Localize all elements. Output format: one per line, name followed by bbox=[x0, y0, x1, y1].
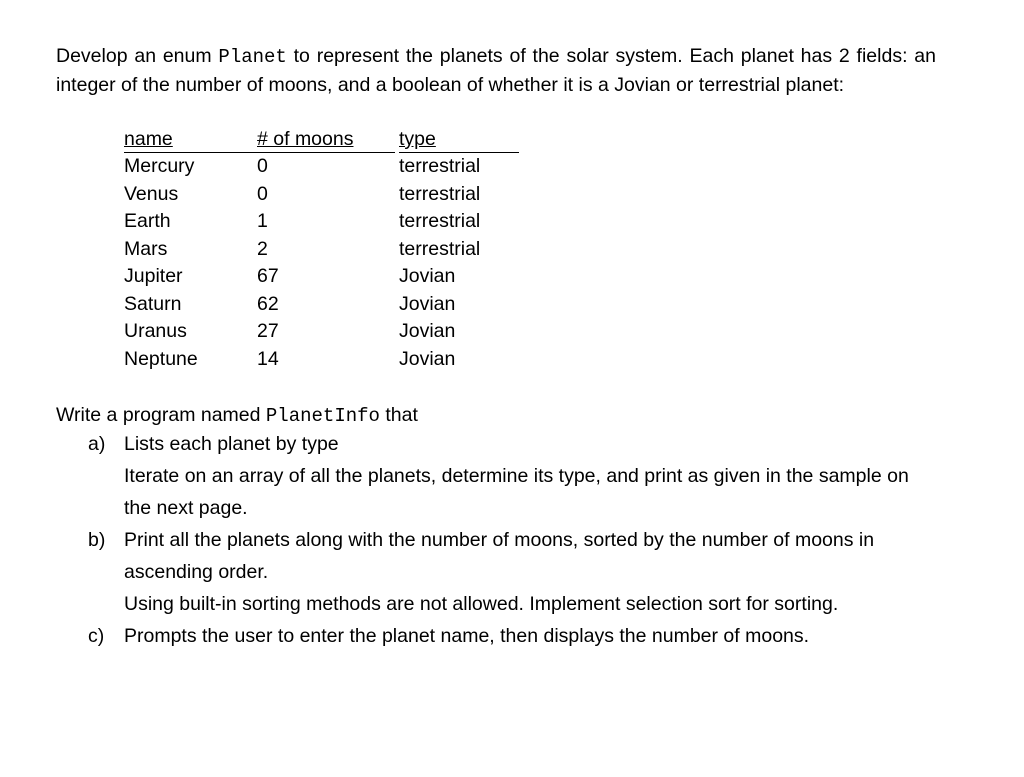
planet-moons: 0 bbox=[257, 155, 268, 177]
table-header-row bbox=[124, 126, 519, 153]
intro-paragraph bbox=[56, 42, 936, 99]
table-row bbox=[124, 318, 519, 346]
task-detail: Using built-in sorting methods are not allowed. Implement selection sort for sorting. bbox=[124, 593, 839, 615]
planet-moons: 27 bbox=[257, 320, 279, 342]
planet-moons: 2 bbox=[257, 237, 268, 260]
table-row bbox=[124, 263, 519, 291]
planet-type: Jovian bbox=[399, 292, 456, 315]
planet-type: terrestrial bbox=[399, 237, 481, 260]
table-row bbox=[124, 236, 519, 264]
task-title: Print all the planets along with the number of moons, sorted by the number of moons in ascending order. bbox=[124, 529, 875, 583]
program-statement bbox=[56, 401, 418, 430]
table-body bbox=[124, 153, 519, 374]
program-text-start: Write a program named bbox=[56, 404, 266, 426]
task-title: Prompts the user to enter the planet name, then displays the number of moons. bbox=[124, 625, 810, 647]
table-row bbox=[124, 208, 519, 236]
planet-name: Saturn bbox=[124, 292, 182, 315]
table-row bbox=[124, 153, 519, 181]
planet-name: Earth bbox=[124, 210, 171, 232]
planet-name: Neptune bbox=[124, 347, 198, 370]
planet-moons: 0 bbox=[257, 182, 268, 205]
header-name: name bbox=[124, 126, 257, 153]
task-item-c bbox=[56, 620, 936, 652]
planet-moons: 14 bbox=[257, 347, 279, 370]
task-marker: a) bbox=[88, 433, 106, 455]
task-marker: b) bbox=[88, 529, 106, 551]
intro-text-start: Develop an enum bbox=[56, 45, 219, 67]
header-type: type bbox=[399, 126, 519, 153]
planet-name: Mercury bbox=[124, 155, 195, 177]
planet-type: Jovian bbox=[399, 320, 456, 342]
document-page bbox=[56, 42, 936, 647]
planet-type: terrestrial bbox=[399, 155, 481, 177]
table-row bbox=[124, 346, 519, 374]
program-text-end: that bbox=[379, 404, 418, 426]
planet-type: Jovian bbox=[399, 347, 456, 370]
planet-moons: 67 bbox=[257, 265, 279, 287]
task-marker: c) bbox=[88, 625, 105, 647]
task-detail: Iterate on an array of all the planets, determine its type, and print as given in the sample on the next page. bbox=[124, 465, 909, 519]
planet-type: Jovian bbox=[399, 265, 456, 287]
planet-type: terrestrial bbox=[399, 210, 481, 232]
task-item-b bbox=[56, 524, 936, 620]
task-title: Lists each planet by type bbox=[124, 433, 339, 455]
enum-name-code: Planet bbox=[218, 46, 287, 68]
planet-moons: 62 bbox=[257, 292, 279, 315]
planet-type: terrestrial bbox=[399, 182, 481, 205]
table-row bbox=[124, 291, 519, 319]
task-item-a bbox=[56, 428, 936, 524]
table-row bbox=[124, 181, 519, 209]
program-name-code: PlanetInfo bbox=[265, 405, 380, 427]
header-moons: # of moons bbox=[257, 126, 395, 153]
planet-name: Mars bbox=[124, 237, 168, 260]
planet-table bbox=[124, 126, 519, 373]
planet-name: Jupiter bbox=[124, 265, 183, 287]
planet-name: Venus bbox=[124, 182, 179, 205]
planet-name: Uranus bbox=[124, 320, 187, 342]
planet-moons: 1 bbox=[257, 210, 268, 232]
task-list bbox=[56, 428, 936, 652]
intro-text-end: to represent the planets of the solar system. Each planet has 2 fields: an integer of the number of moons, and a boolean of whether it is a Jovian or terrestrial planet: bbox=[56, 45, 936, 96]
